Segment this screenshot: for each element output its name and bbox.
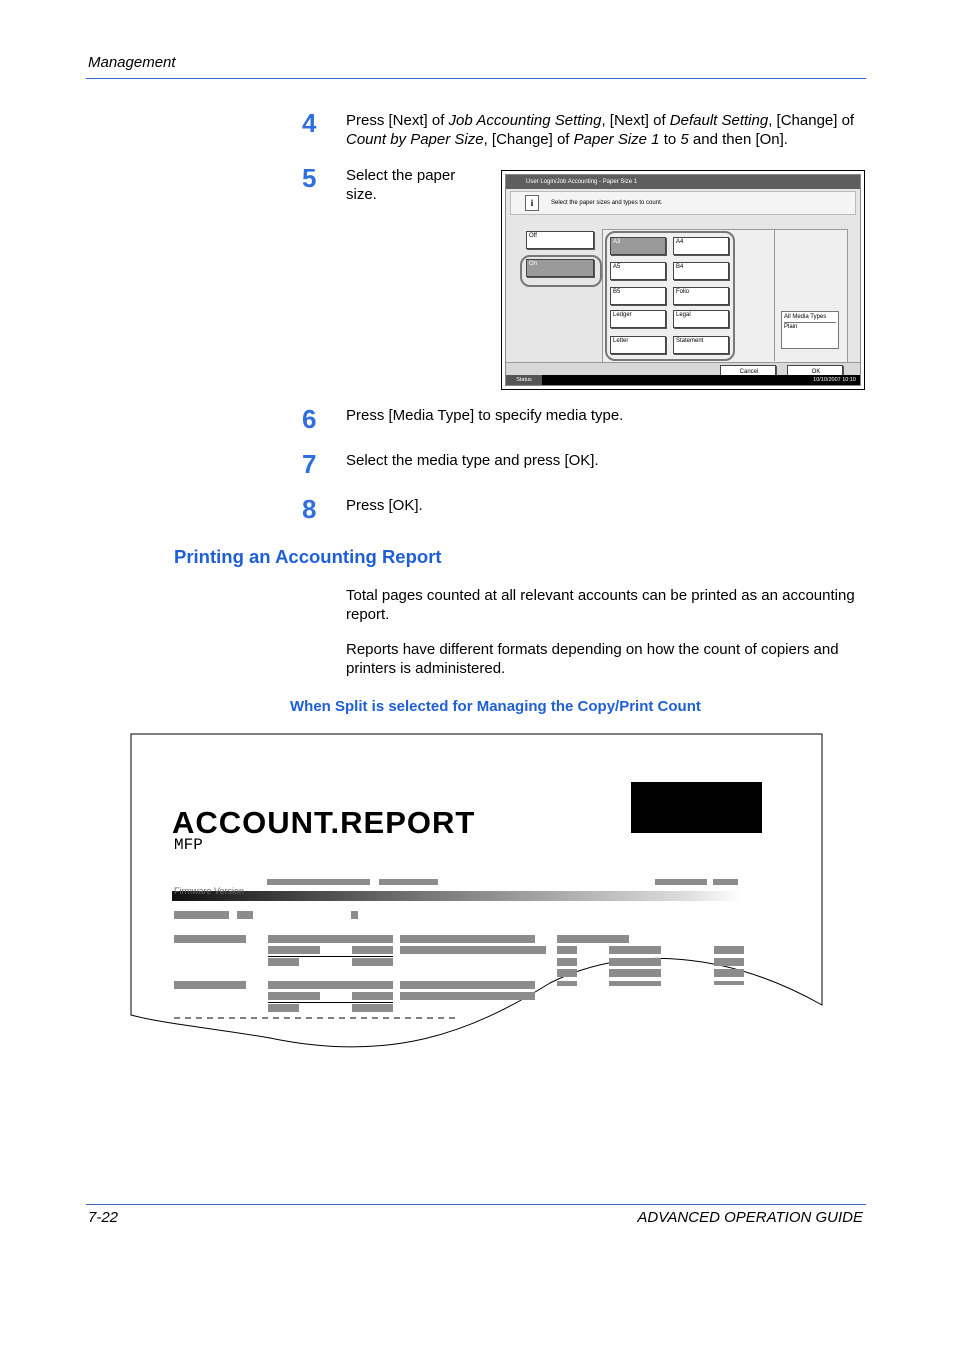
step-6-number: 6 (302, 404, 317, 434)
report-placeholder (174, 935, 246, 943)
off-button[interactable]: Off (526, 231, 594, 249)
status-button[interactable]: Status (506, 375, 542, 385)
running-header: Management (88, 54, 176, 71)
step-7-number: 7 (302, 449, 317, 479)
report-placeholder (609, 981, 661, 986)
report-placeholder (609, 958, 661, 966)
size-a5-button[interactable]: A5 (610, 262, 666, 280)
report-placeholder (237, 911, 253, 919)
step-7-text: Select the media type and press [OK]. (346, 452, 599, 469)
step-8-number: 8 (302, 494, 317, 524)
report-placeholder (557, 981, 577, 986)
report-placeholder (268, 958, 299, 966)
size-legal-button[interactable]: Legal (673, 310, 729, 328)
report-placeholder (400, 992, 535, 1000)
paragraph-1: Total pages counted at all relevant accounts can be printed as an accounting report. (346, 587, 855, 623)
report-placeholder (267, 879, 370, 885)
size-a4-button[interactable]: A4 (673, 237, 729, 255)
report-placeholder (379, 879, 438, 885)
info-icon: i (525, 195, 539, 211)
report-placeholder (174, 911, 229, 919)
size-statement-button[interactable]: Statement (673, 336, 729, 354)
report-placeholder (352, 958, 393, 966)
step-5-text: Select the paper size. (346, 167, 456, 203)
report-placeholder (609, 969, 661, 977)
status-datetime: 10/10/2007 10:10 (813, 377, 856, 383)
paragraph-2: Reports have different formats depending on how the count of copiers and printers is administered. (346, 641, 839, 677)
screen-message-bar (510, 191, 856, 215)
report-placeholder (400, 946, 546, 954)
step-5-number: 5 (302, 163, 317, 193)
step-4-number: 4 (302, 108, 317, 138)
header-rule (86, 78, 866, 79)
ok-button[interactable]: OK (787, 365, 843, 377)
paper-size-screen (501, 170, 865, 390)
report-rule (268, 1002, 393, 1003)
section-heading: Printing an Accounting Report (174, 546, 442, 567)
size-letter-button[interactable]: Letter (610, 336, 666, 354)
report-placeholder (268, 935, 393, 943)
report-placeholder (352, 1004, 393, 1012)
footer-rule (86, 1204, 866, 1205)
report-placeholder (400, 981, 535, 989)
report-placeholder (174, 981, 246, 989)
report-firmware-label: Firmware Version (174, 886, 245, 896)
report-placeholder (557, 958, 577, 966)
report-placeholder (268, 946, 320, 954)
page-number: 7-22 (88, 1209, 119, 1226)
group-separator (774, 229, 775, 361)
report-placeholder (655, 879, 707, 885)
report-gradient-bar (172, 891, 742, 901)
size-b5-button[interactable]: B5 (610, 287, 666, 305)
report-placeholder (557, 935, 629, 943)
media-type-value: Plain (784, 322, 836, 331)
report-placeholder (714, 946, 744, 954)
step-4-text: Press [Next] of Job Accounting Setting, [Next] of Default Setting, [Change] of Count by Paper Size, [Change] of Paper Size 1 to 5 and then [On]. (346, 112, 855, 148)
report-placeholder (400, 935, 535, 943)
report-logo-block (631, 782, 762, 833)
report-placeholder (351, 911, 358, 919)
media-type-label: All Media Types (784, 314, 827, 320)
report-placeholder (557, 969, 577, 977)
screen-message: Select the paper sizes and types to count. (551, 200, 663, 206)
report-title: ACCOUNT.REPORT (172, 805, 476, 840)
media-type-button[interactable] (781, 311, 839, 349)
report-placeholder (352, 946, 393, 954)
guide-title: ADVANCED OPERATION GUIDE (637, 1209, 863, 1226)
report-rule (268, 956, 393, 957)
subsection-heading: When Split is selected for Managing the Copy/Print Count (290, 698, 701, 715)
screen-title: User Login/Job Accounting - Paper Size 1 (506, 175, 860, 189)
sizes-highlight-ring (605, 231, 735, 361)
report-placeholder (268, 992, 320, 1000)
report-placeholder (714, 958, 744, 966)
size-folio-button[interactable]: Folio (673, 287, 729, 305)
size-a3-button[interactable]: A3 (610, 237, 666, 255)
report-placeholder (714, 969, 744, 977)
status-bar (506, 375, 860, 385)
report-placeholder (713, 879, 738, 885)
report-placeholder (557, 946, 577, 954)
report-placeholder (268, 1004, 299, 1012)
step-8-text: Press [OK]. (346, 497, 423, 514)
report-placeholder (352, 992, 393, 1000)
step-6-text: Press [Media Type] to specify media type. (346, 407, 624, 424)
report-placeholder (714, 981, 744, 985)
size-ledger-button[interactable]: Ledger (610, 310, 666, 328)
on-button[interactable]: On (526, 259, 594, 277)
report-placeholder (268, 981, 393, 989)
report-subtitle: MFP (174, 836, 203, 854)
cancel-button[interactable]: Cancel (720, 365, 776, 377)
size-b4-button[interactable]: B4 (673, 262, 729, 280)
report-placeholder (609, 946, 661, 954)
on-highlight-ring (520, 255, 602, 287)
